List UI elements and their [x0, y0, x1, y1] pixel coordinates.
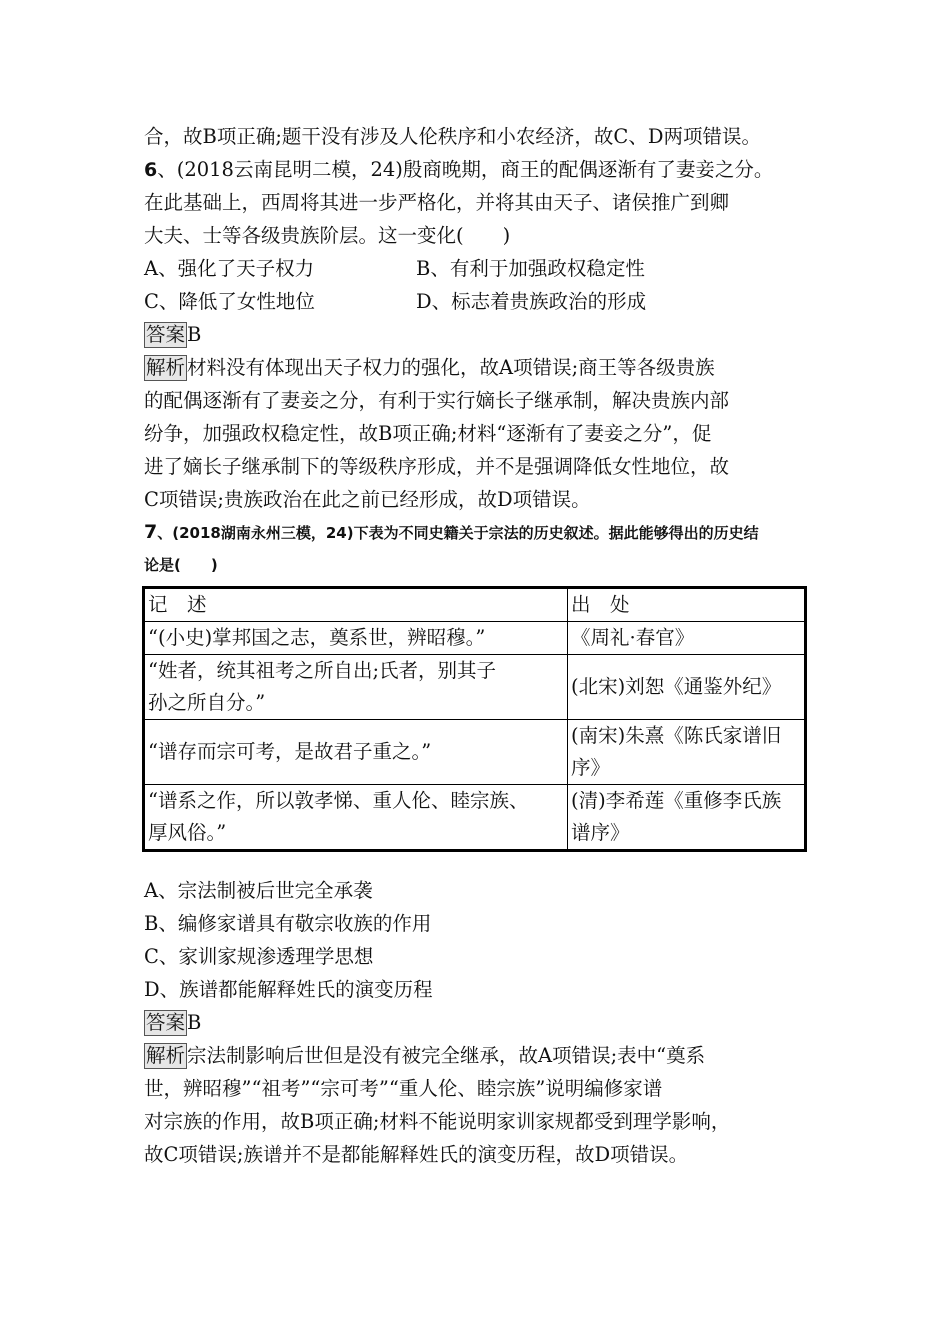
analysis-line: 故C项错误;族谱并不是都能解释姓氏的演变历程，故D项错误。 [144, 1143, 689, 1166]
analysis-line: 世，辨昭穆”“祖考”“宗可考”“重人伦、睦宗族”说明编修家谱 [144, 1077, 663, 1100]
question-stem-line: 、(2018云南昆明二模，24)殷商晚期，商王的配偶逐渐有了妻妾之分。 [157, 158, 774, 181]
options-row [144, 252, 814, 285]
option-a[interactable]: A、强化了天子权力 [144, 257, 315, 280]
analysis-line: C项错误;贵族政治在此之前已经形成，故D项错误。 [144, 488, 591, 511]
table-cell: “(小史)掌邦国之志，奠系世，辨昭穆。” [144, 622, 568, 655]
history-sources-table [142, 586, 807, 852]
option-d[interactable]: D、标志着贵族政治的形成 [416, 290, 647, 313]
document-page [144, 120, 814, 1171]
option-a[interactable]: A、宗法制被后世完全承袭 [144, 879, 373, 902]
option-b[interactable]: B、有利于加强政权稳定性 [416, 257, 645, 280]
question-stem-line: 论是( ) [144, 556, 218, 574]
table-cell: “谱存而宗可考，是故君子重之。” [144, 720, 568, 785]
table-header-cell: 记 述 [144, 588, 568, 622]
analysis-line: 对宗族的作用，故B项正确;材料不能说明家训家规都受到理学影响， [144, 1110, 731, 1133]
table-cell: (南宋)朱熹《陈氏家谱旧 序》 [568, 720, 806, 785]
table-cell: (北宋)刘恕《通鉴外纪》 [568, 655, 806, 720]
analysis-line: 解析 材料没有体现出天子权力的强化，故A项错误;商王等各级贵族 [146, 356, 715, 379]
question-stem-line: 大夫、士等各级贵族阶层。这一变化( ) [144, 224, 511, 247]
option-b[interactable]: B、编修家谱具有敬宗收族的作用 [144, 912, 432, 935]
table-cell: “姓者，统其祖考之所自出;氏者，别其子 孙之所自分。” [144, 655, 568, 720]
analysis-tag: 解析 [146, 356, 186, 379]
answer-line [144, 1006, 814, 1039]
table-cell: (清)李希莲《重修李氏族 谱序》 [568, 785, 806, 851]
analysis-line: 的配偶逐渐有了妻妾之分，有利于实行嫡长子继承制，解决贵族内部 [144, 389, 730, 412]
option-d[interactable]: D、族谱都能解释姓氏的演变历程 [144, 978, 433, 1001]
table-header-row [144, 588, 806, 622]
analysis-line: 纷争，加强政权稳定性，故B项正确;材料“逐渐有了妻妾之分”，促 [144, 422, 712, 445]
table-row [144, 785, 806, 851]
table-cell: 《周礼·春官》 [568, 622, 806, 655]
question-number: 7 [144, 521, 158, 543]
analysis-tag: 解析 [146, 1044, 186, 1067]
question-7 [144, 516, 814, 1171]
option-c[interactable]: C、降低了女性地位 [144, 290, 315, 313]
question-stem-line: 在此基础上，西周将其进一步严格化，并将其由天子、诸侯推广到卿 [144, 191, 730, 214]
question-stem-line: 、(2018湖南永州三模，24)下表为不同史籍关于宗法的历史叙述。据此能够得出的历史结 [157, 524, 759, 542]
options-row [144, 285, 814, 318]
answer-value: B [187, 323, 202, 346]
table-header-cell: 出 处 [568, 588, 806, 622]
answer-tag: 答案 [146, 323, 186, 346]
option-c[interactable]: C、家训家规渗透理学思想 [144, 945, 374, 968]
question-6 [144, 153, 814, 516]
answer-tag: 答案 [146, 1011, 186, 1034]
analysis-line: 解析 宗法制影响后世但是没有被完全继承，故A项错误;表中“奠系 [146, 1044, 706, 1067]
table-row [144, 720, 806, 785]
question-number: 6 [144, 159, 158, 181]
table-cell: “谱系之作，所以敦孝悌、重人伦、睦宗族、 厚风俗。” [144, 785, 568, 851]
answer-line [144, 318, 814, 351]
analysis-line: 进了嫡长子继承制下的等级秩序形成，并不是强调降低女性地位，故 [144, 455, 730, 478]
table-row [144, 655, 806, 720]
answer-value: B [187, 1011, 202, 1034]
table-row [144, 622, 806, 655]
previous-analysis-tail: 合，故B项正确;题干没有涉及人伦秩序和小农经济，故C、D两项错误。 [144, 125, 761, 148]
